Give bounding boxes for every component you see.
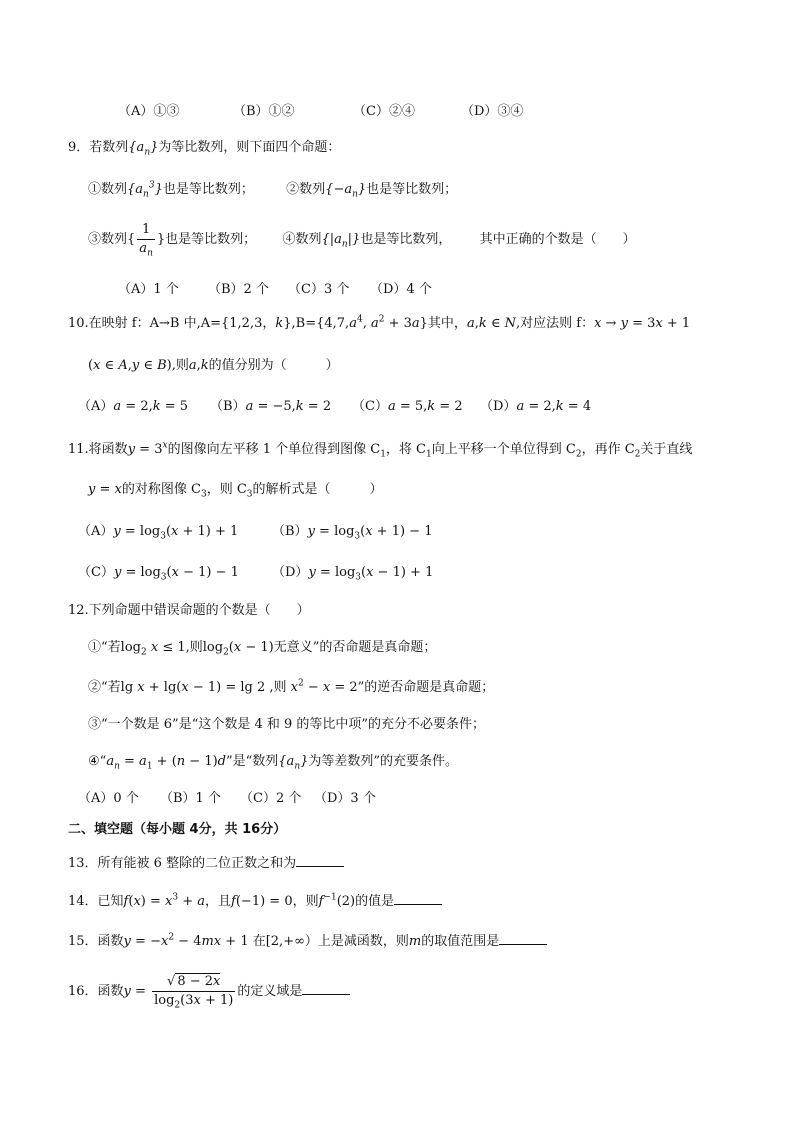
q16-answer-blank[interactable] — [302, 980, 350, 995]
q10-options — [78, 397, 591, 417]
q12-s2-text-2: ”的逆否命题是真命题； — [357, 680, 495, 695]
q12-option-c: （C）2 个 — [240, 791, 302, 806]
q15-answer-blank[interactable] — [499, 930, 547, 945]
q10-stem-text: 10.在映射 f：A→B 中,A={1,2,3， — [68, 316, 276, 331]
q12-s4-text: ④“ — [88, 754, 107, 769]
q14-answer-blank[interactable] — [394, 890, 442, 905]
q9-p1-formula: $\{a_n^3\}$ — [127, 180, 163, 200]
q10-option-b: （B）a = −5,k = 2 — [210, 399, 332, 414]
q11-line2-text: 的对称图像 C — [121, 482, 201, 497]
q9-p3-fraction: $\frac{1}{a_n}$ — [139, 222, 153, 259]
q8-option-a: （A）①③ — [118, 104, 180, 119]
q9-p1-text: 也是等比数列； — [162, 182, 254, 197]
q10-stem: 10.在映射 f：A→B 中,A={1,2,3，$k\},B=\{4,7,a^4$, $a^2 + 3a$}其中，a,k ∈ N,对应法则 f：x → y = 3x + 1 — [68, 314, 691, 331]
q9-props-row1 — [88, 180, 457, 200]
q9-options — [118, 280, 432, 300]
q11-option-c: $(C)y = \log_3(x - 1) - 1$ — [78, 565, 239, 583]
q8-option-c: （C）②④ — [353, 104, 415, 119]
q9-stem-text-2: 为等比数列，则下面四个命题： — [158, 140, 341, 155]
q12-statement-2: ②“若lg x + lg(x − 1) = lg 2 ,则 $x^2 - x = 2$”的逆否命题是真命题； — [88, 678, 495, 695]
q11-option-b: $(B)y = \log_3(x + 1) - 1$ — [272, 524, 433, 542]
q16: 16．函数y = $\frac{√ 8 - 2x}{\log_2(3x + 1)}$ 的定义域是 — [68, 970, 350, 1014]
q11-option-d: $(D)y = \log_3(x - 1) + 1$ — [272, 565, 434, 583]
q15: 15．函数$y = -x^2 - 4mx + 1$ 在[2,+∞）上是减函数，则m的取值范围是 — [68, 930, 547, 952]
section-2-heading: 二、填空题（每小题 4分，共 16分） — [68, 822, 287, 837]
q8-option-d: （D）③④ — [461, 104, 524, 119]
q12-s4-text-3: 为等差数列”的充要条件。 — [308, 754, 459, 769]
q10-stem-text-3: }其中， — [419, 316, 467, 331]
q9-option-d: （D）4 个 — [370, 282, 432, 297]
q9-stem-text: 9．若数列 — [68, 140, 129, 155]
q11-options-row2 — [78, 563, 433, 583]
q12-s1-text: ①“若 — [88, 640, 121, 655]
q15-text-3: 的取值范围是 — [421, 934, 500, 949]
q12-statement-1: ①“若$\log_2 x \le 1$,则$\log_2(x - 1)$无意义”的否命题是真命题； — [88, 640, 437, 658]
q10-stem-text-2: },B={4,7, — [283, 316, 350, 331]
q14-text-3: ，则 — [292, 894, 319, 909]
q10-line2-text-2: 的值分别为（ ） — [208, 358, 339, 373]
q9-p4-formula: $\{|a_n|\}$ — [321, 232, 361, 250]
q11-stem-text-3: ，将 C — [385, 442, 427, 457]
q10-stem-line2: (x ∈ A,y ∈ B),则a,k的值分别为（ ） — [88, 358, 339, 373]
q9-props-row2: ③数列{ $\frac{1}{a_n}$ }也是等比数列； ④数列$\{|a_n|\}$也是等比数列， 其中正确的个数是（ ） — [88, 222, 636, 259]
q14-text: 14．已知 — [68, 894, 124, 909]
q10-option-c: （C）a = 5,k = 2 — [352, 399, 463, 414]
q11-options-row1 — [78, 522, 432, 542]
q9-p4-text: 也是等比数列， — [360, 232, 452, 247]
q9-p2-text: 也是等比数列； — [366, 182, 458, 197]
q11-stem: 11.将函数$y = 3^x$的图像向左平移 1 个单位得到图像 $C_1$，将 $C_1$向上平移一个单位得到 $C_2$，再作 $C_2$关于直线 — [68, 440, 693, 460]
q9-p4-label: ④数列 — [282, 232, 322, 247]
q11-stem-text-5: ，再作 C — [581, 442, 635, 457]
q11-stem-text: 11.将函数 — [68, 442, 128, 457]
q15-text: 15．函数 — [68, 934, 124, 949]
q12-stem: 12.下列命题中错误命题的个数是（ ） — [68, 603, 310, 618]
q12-s2-text: ②“若 — [88, 680, 121, 695]
q12-statement-3: ③“一个数是 6”是“这个数是 4 和 9 的等比中项”的充分不必要条件； — [88, 717, 486, 732]
q9-p3-text: 也是等比数列； — [165, 232, 257, 247]
q9-p3-label: ③数列 — [88, 232, 128, 247]
q11-option-a: $(A)y = \log_3(x + 1) + 1$ — [78, 524, 239, 542]
q9-p1-label: ①数列 — [88, 182, 128, 197]
q16-text-2: 的定义域是 — [237, 984, 303, 999]
q9-option-c: （C）3 个 — [288, 282, 350, 297]
q12-statement-4: $④“a_n = a_1 + (n - 1)d$”是“数列$\{a_n\}$为等差数列”的充要条件。 — [88, 754, 459, 772]
q9-option-b: （B）2 个 — [208, 282, 269, 297]
q11-stem-text-2: 的图像向左平移 1 个单位得到图像 C — [167, 442, 381, 457]
q13-answer-blank[interactable] — [296, 852, 344, 867]
q10-option-d: （D）a = 2,k = 4 — [480, 399, 592, 414]
q12-s4-text-2: ”是“数列 — [225, 754, 279, 769]
q12-option-b: （B）1 个 — [160, 791, 221, 806]
q10-line2-text: ),则 — [166, 358, 189, 373]
q9-stem — [68, 138, 340, 158]
q10-stem-text-4: ,对应法则 f： — [516, 316, 595, 331]
q11-stem-text-4: 向上平移一个单位得到 C — [431, 442, 576, 457]
q9-p2-formula: $\{-a_n\}$ — [325, 182, 367, 200]
q13-text: 13．所有能被 6 整除的二位正数之和为 — [68, 856, 297, 871]
q14-text-4: 的值是 — [355, 894, 395, 909]
q15-text-2: 在[2,+∞）上是减函数，则 — [252, 934, 409, 949]
q9-option-a: （A）1 个 — [118, 282, 179, 297]
q9-seq-formula: $\{a_n\}$ — [128, 140, 159, 158]
q11-line2-text-2: ，则 C — [206, 482, 247, 497]
q12-option-a: （A）0 个 — [78, 791, 139, 806]
q11-stem-line2: y = x的对称图像 $C_3$，则 $C_3$的解析式是（ ） — [88, 482, 383, 500]
q12-option-d: （D）3 个 — [314, 791, 376, 806]
q11-line2-text-3: 的解析式是（ ） — [252, 482, 383, 497]
q16-fraction: $\frac{√ 8 - 2x}{\log_2(3x + 1)}$ — [154, 974, 234, 1011]
q14-text-2: ，且 — [205, 894, 232, 909]
q12-s1-text-2: 无意义”的否命题是真命题； — [273, 640, 437, 655]
q9-question: 其中正确的个数是（ ） — [479, 232, 636, 247]
q12-options — [78, 789, 376, 809]
q10-option-a: （A）a = 2,k = 5 — [78, 399, 189, 414]
q16-text: 16．函数 — [68, 984, 124, 999]
q14: 14．已知$f(x) = x^3 + a$，且f(−1) = 0，则$f^{-1}(2)$的值是 — [68, 890, 442, 912]
q9-p2-label: ②数列 — [286, 182, 326, 197]
q8-option-b: （B）①② — [233, 104, 295, 119]
q8-options — [118, 102, 523, 122]
q13 — [68, 852, 344, 874]
q11-stem-text-6: 关于直线 — [640, 442, 693, 457]
